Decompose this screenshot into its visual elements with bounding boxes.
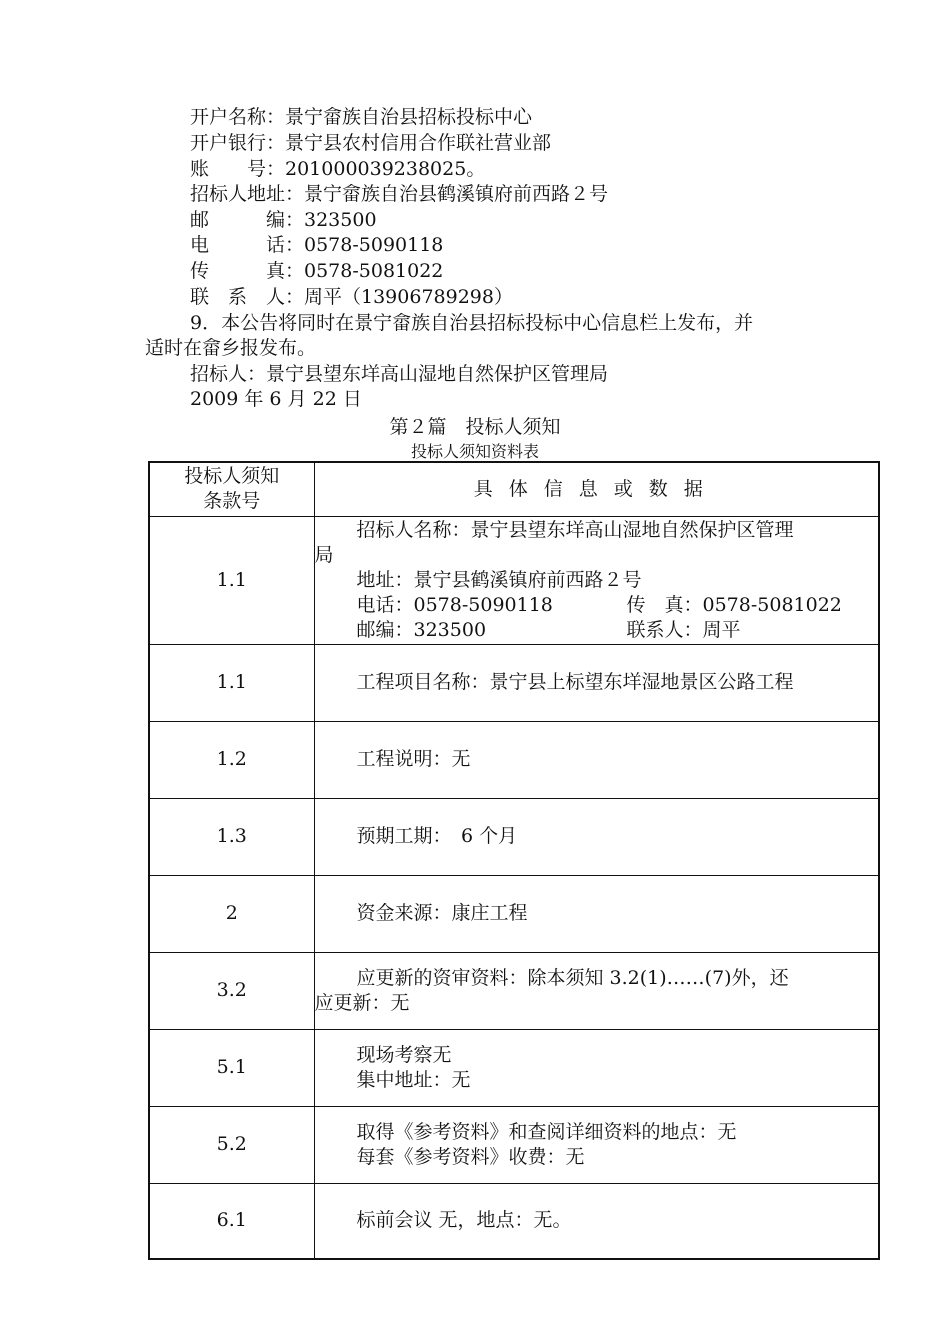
info-line: 资金来源：康庄工程 [356,902,528,924]
clause-number: 5.1 [149,1029,314,1106]
table-row [149,952,879,1029]
info-cell [314,875,879,952]
info-pair-row [315,618,879,643]
table-header-row [149,462,879,516]
clause-header-line-1: 投标人须知 [184,465,280,488]
clause-number: 1.1 [149,516,314,644]
bank-line: 开户银行：景宁县农村信用合作联社营业部 [190,132,552,154]
account-number-line: 账 号：201000039238025。 [190,158,486,180]
clause-number: 3.2 [149,952,314,1029]
signatory: 招标人：景宁县望东垟高山湿地自然保护区管理局 [190,363,609,385]
info-phone: 电话：0578-5090118 [356,593,553,616]
info-cell [314,1106,879,1183]
info-postcode: 邮编：323500 [356,618,487,641]
info-line: 现场考察无 [356,1043,452,1066]
date: 2009 年 6 月 22 日 [190,388,362,410]
info-line: 应更新：无 [314,991,410,1014]
info-cell [314,952,879,1029]
info-cell [314,1183,879,1259]
table-row [149,1106,879,1183]
info-line: 工程项目名称：景宁县上标望东垟湿地景区公路工程 [356,671,794,693]
notice-line-1: 9．本公告将同时在景宁畲族自治县招标投标中心信息栏上发布，并 [190,312,754,334]
table-row [149,516,879,644]
clause-number: 1.1 [149,644,314,721]
table-row [149,1029,879,1106]
info-line: 预期工期： 6 个月 [356,825,518,847]
phone-line: 电 话：0578-5090118 [190,234,444,256]
info-cell [314,1029,879,1106]
info-header: 具体信息或数据 [314,462,879,516]
info-cell [314,721,879,798]
info-line: 应更新的资审资料：除本须知 3.2(1)……(7)外，还 [356,966,789,989]
clause-number-header [149,462,314,516]
table-row [149,798,879,875]
table-title: 投标人须知资料表 [410,442,539,461]
table-row [149,1183,879,1259]
info-line: 招标人名称：景宁县望东垟高山湿地自然保护区管理 [356,518,794,541]
info-cell [314,644,879,721]
clause-number: 6.1 [149,1183,314,1259]
info-pair-row [315,593,879,618]
info-line: 集中地址：无 [356,1068,471,1091]
info-line: 标前会议 无，地点：无。 [356,1209,572,1232]
info-cell [314,798,879,875]
info-line: 局 [314,543,334,566]
tenderer-address-line: 招标人地址：景宁畲族自治县鹤溪镇府前西路２号 [190,183,609,205]
info-line: 工程说明：无 [356,748,471,770]
clause-number: 1.2 [149,721,314,798]
clause-header-line-2: 条款号 [203,490,261,513]
info-contact: 联系人：周平 [626,618,741,641]
postcode-line: 邮 编：323500 [190,209,377,231]
contact-line: 联 系 人：周平（13906789298） [190,286,513,308]
info-line: 地址：景宁县鹤溪镇府前西路２号 [356,568,642,591]
fax-line: 传 真：0578-5081022 [190,260,444,282]
table-row [149,875,879,952]
table-row [149,721,879,798]
account-name-line: 开户名称：景宁畲族自治县招标投标中心 [190,106,533,128]
chapter-title: 第２篇 投标人须知 [389,416,561,438]
table-row [149,644,879,721]
clause-number: 2 [149,875,314,952]
clause-number: 5.2 [149,1106,314,1183]
info-cell [314,516,879,644]
tender-info-table [148,461,880,1260]
clause-number: 1.3 [149,798,314,875]
notice-line-2: 适时在畲乡报发布。 [145,337,317,359]
info-line: 取得《参考资料》和查阅详细资料的地点：无 [356,1120,737,1143]
info-line: 每套《参考资料》收费：无 [356,1145,585,1168]
info-fax: 传 真：0578-5081022 [626,593,842,616]
